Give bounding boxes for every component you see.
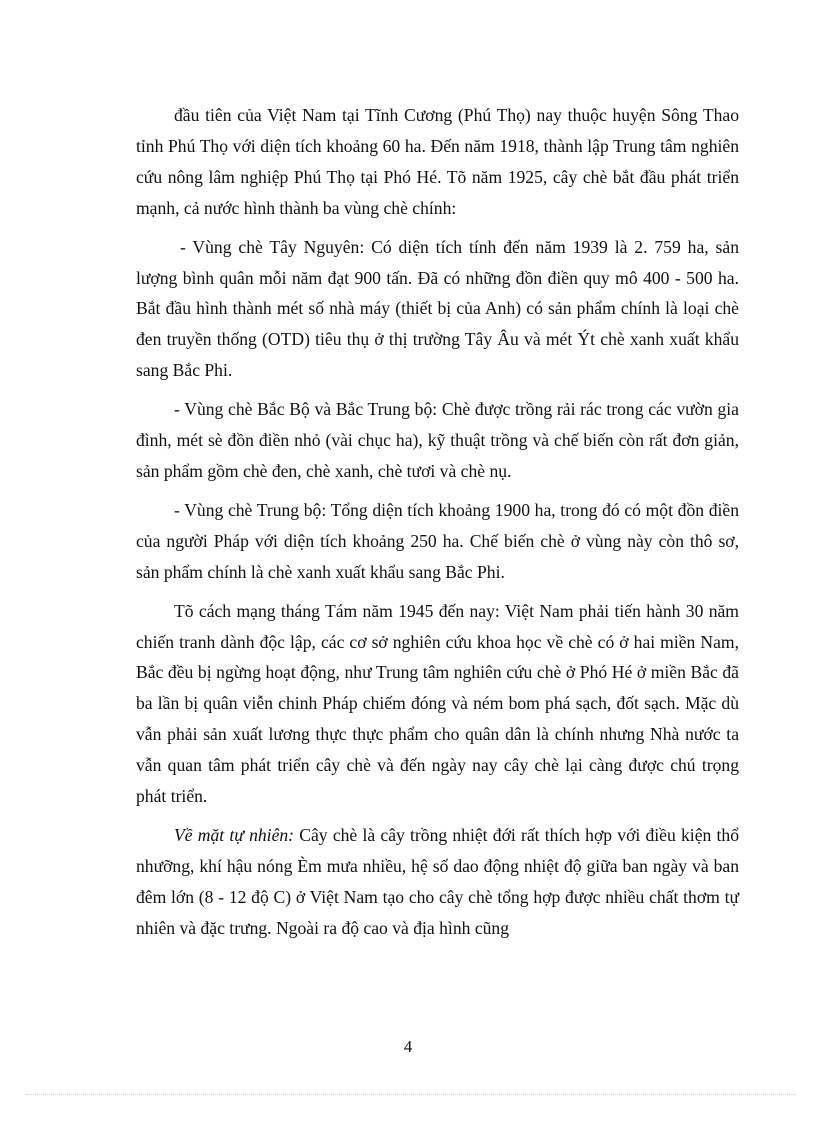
paragraph-italic-lead: Về mặt tự nhiên: <box>174 824 295 845</box>
document-body <box>136 100 739 952</box>
paragraph-text: đầu tiên của Việt Nam tại Tĩnh Cương (Phú Thọ) nay thuộc huyện Sông Thao tỉnh Phú Thọ với diện tích khoảng 60 ha. Đến năm 1918, thành lập Trung tâm nghiên cứu nông lâm nghiệp Phú Thọ tại Phó Hé. Tõ năm 1925, cây chè bắt đầu phát triển mạnh, cả nước hình thành ba vùng chè chính: <box>136 105 739 218</box>
page-number: 4 <box>403 1037 413 1056</box>
footer-divider <box>26 1094 796 1095</box>
paragraph-4 <box>136 495 739 588</box>
paragraph-3 <box>136 394 739 487</box>
paragraph-6 <box>136 820 739 944</box>
paragraph-text: - Vùng chè Trung bộ: Tổng diện tích khoảng 1900 ha, trong đó có một đồn điền của người Pháp với diện tích khoảng 250 ha. Chế biến chè ở vùng này còn thô sơ, sản phẩm chính là chè xanh xuất khẩu sang Bắc Phi. <box>136 499 739 582</box>
paragraph-5 <box>136 596 739 812</box>
paragraph-text: Cây chè là cây trồng nhiệt đới rất thích hợp với điều kiện thổ nhưỡng, khí hậu nóng Èm mưa nhiều, hệ số dao động nhiệt độ giữa ban ngày và ban đêm lớn (8 - 12 độ C) ở Việt Nam tạo cho cây chè tổng hợp được nhiều chất thơm tự nhiên và đặc trưng. Ngoài ra độ cao và địa hình cũng <box>136 824 739 938</box>
paragraph-2 <box>136 232 739 387</box>
paragraph-1 <box>136 100 739 224</box>
paragraph-text: - Vùng chè Tây Nguyên: Có diện tích tính đến năm 1939 là 2. 759 ha, sản lượng bình quân mỗi năm đạt 900 tấn. Đã có những đồn điền quy mô 400 - 500 ha. Bắt đầu hình thành mét số nhà máy (thiết bị của Anh) có sản phẩm chính là loại chè đen truyền thống (OTD) tiêu thụ ở thị trường Tây Âu và mét Ýt chè xanh xuất khẩu sang Bắc Phi. <box>136 236 739 381</box>
paragraph-text: Tõ cách mạng tháng Tám năm 1945 đến nay: Việt Nam phải tiến hành 30 năm chiến tranh dành độc lập, các cơ sở nghiên cứu khoa học về chè có ở hai miền Nam, Bắc đều bị ngừng hoạt động, như Trung tâm nghiên cứu chè ở Phó Hé ở miền Bắc đã ba lần bị quân viễn chinh Pháp chiếm đóng và ném bom phá sạch, đốt sạch. Mặc dù vẫn phải sản xuất lương thực thực phẩm cho quân dân là chính nhưng Nhà nước ta vẫn quan tâm phát triển cây chè và đến ngày nay cây chè lại càng được chú trọng phát triển. <box>136 600 739 807</box>
paragraph-text: - Vùng chè Bắc Bộ và Bắc Trung bộ: Chè được trồng rải rác trong các vườn gia đình, mét sè đồn điền nhỏ (vài chục ha), kỹ thuật trồng và chế biến còn rất đơn giản, sản phẩm gồm chè đen, chè xanh, chè tươi và chè nụ. <box>136 399 739 481</box>
